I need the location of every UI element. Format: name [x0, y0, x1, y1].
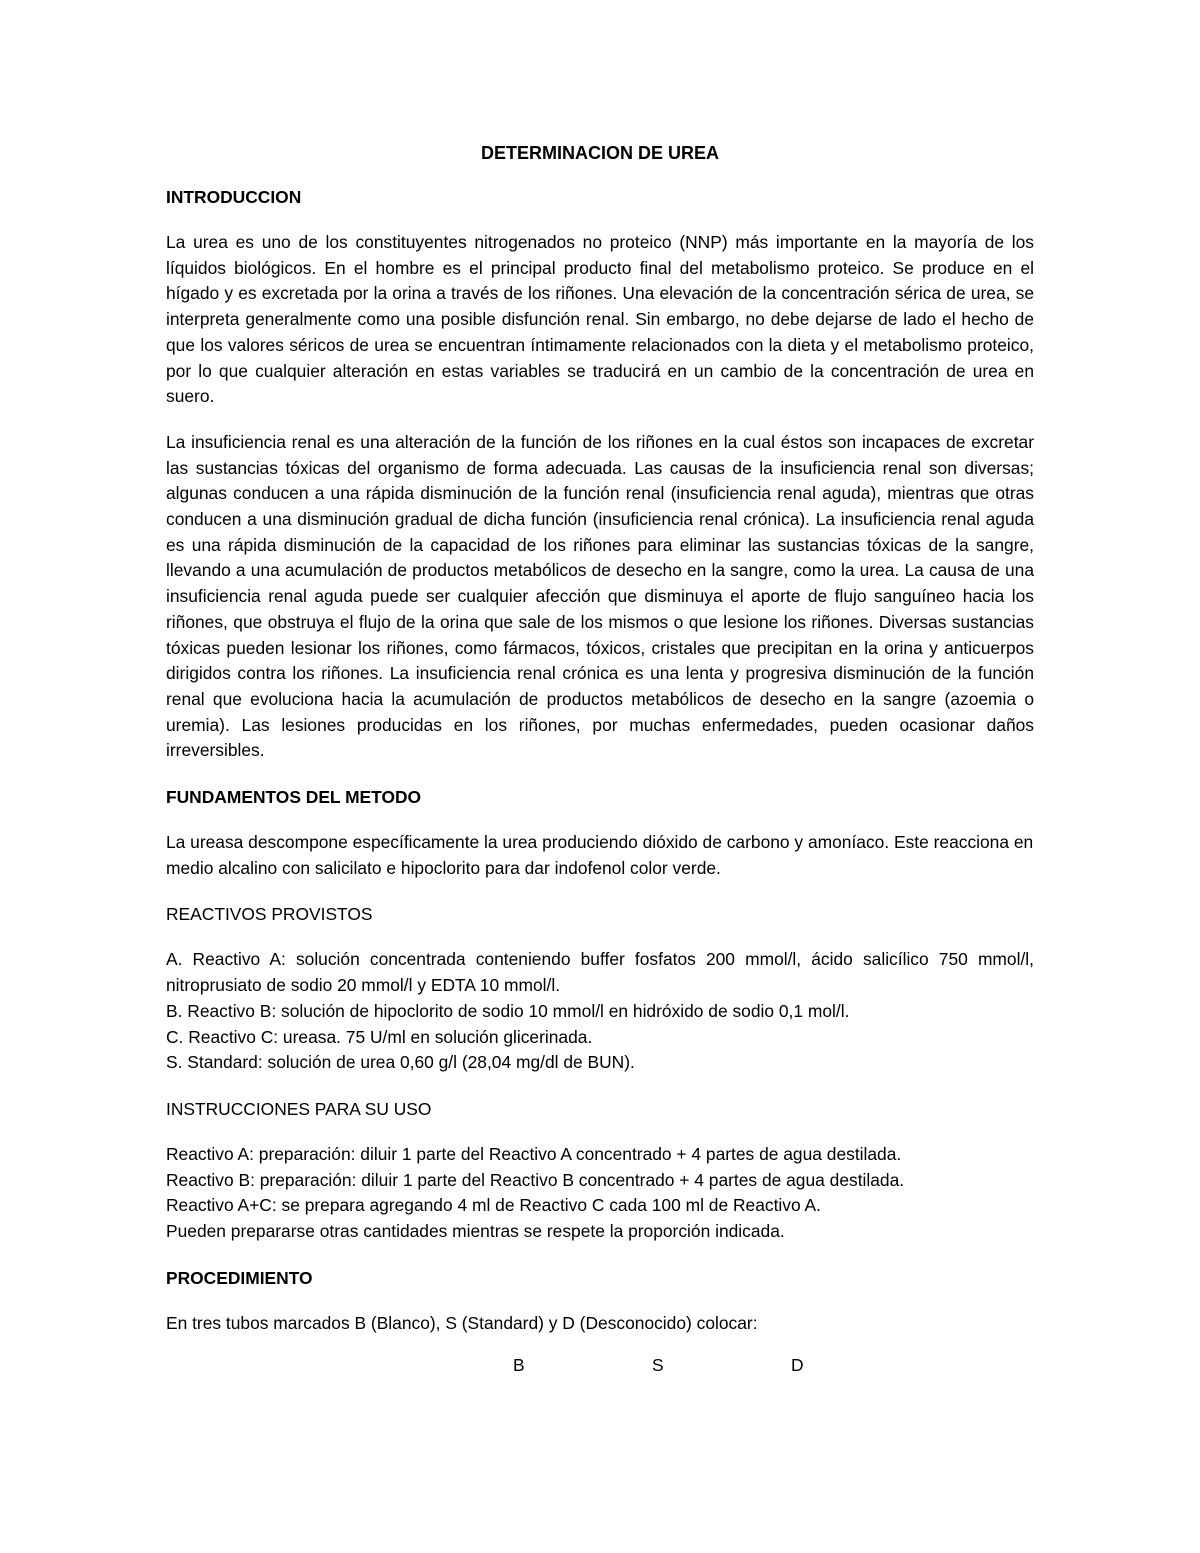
tube-label-b: B	[513, 1354, 525, 1375]
list-item-reactivo-a: A. Reactivo A: solución concentrada conteniendo buffer fosfatos 200 mmol/l, ácido salicílico 750 mmol/l, nitroprusiato de sodio 20 mmol/l y EDTA 10 mmol/l.	[166, 949, 1034, 996]
section-heading-introduccion: INTRODUCCION	[166, 187, 302, 207]
section-heading-procedimiento: PROCEDIMIENTO	[166, 1267, 313, 1288]
intro-paragraph-2: La insuficiencia renal es una alteración de la función de los riñones en la cual éstos son incapaces de excretar las sustancias tóxicas del organismo de forma adecuada. Las causas de la insuficiencia renal son diversas; algunas conducen a una rápida disminución de la función renal (insuficiencia renal aguda), mientras que otras conducen a una disminución gradual de dicha función (insuficiencia renal crónica). La insuficiencia renal aguda es una rápida disminución de la capacidad de los riñones para eliminar las sustancias tóxicas de la sangre, llevando a una acumulación de productos metabólicos de desecho en la sangre, como la urea. La causa de una insuficiencia renal aguda puede ser cualquier afección que disminuya el aporte de flujo sanguíneo hacia los riñones, que obstruya el flujo de la orina que sale de los mismos o que lesione los riñones. Diversas sustancias tóxicas pueden lesionar los riñones, como fármacos, tóxicos, cristales que precipitan en la orina y anticuerpos dirigidos contra los riñones. La insuficiencia renal crónica es una lenta y progresiva disminución de la función renal que evoluciona hacia la acumulación de productos metabólicos de desecho en la sangre (azoemia o uremia). Las lesiones producidas en los riñones, por muchas enfermedades, pueden ocasionar daños irreversibles.	[166, 431, 1034, 761]
intro-paragraph-1: La urea es uno de los constituyentes nitrogenados no proteico (NNP) más importante en la mayoría de los líquidos biológicos. En el hombre es el principal producto final del metabolismo proteico. Se produce en el hígado y es excretada por la orina a través de los riñones. Una elevación de la concentración sérica de urea, se interpreta generalmente como una posible disfunción renal. Sin embargo, no debe dejarse de lado el hecho de que los valores séricos de urea se encuentran íntimamente relacionados con la dieta y el metabolismo proteico, por lo que cualquier alteración en estas variables se traducirá en un cambio de la concentración de urea en suero.	[166, 232, 1034, 407]
tube-label-s: S	[652, 1354, 664, 1375]
tube-labels-row	[166, 1353, 1034, 1379]
list-item-instruccion-b: Reactivo B: preparación: diluir 1 parte del Reactivo B concentrado + 4 partes de agua destilada.	[166, 1169, 905, 1190]
section-heading-instrucciones: INSTRUCCIONES PARA SU USO	[166, 1098, 432, 1119]
list-item-instruccion-a: Reactivo A: preparación: diluir 1 parte del Reactivo A concentrado + 4 partes de agua destilada.	[166, 1143, 902, 1164]
list-item-instruccion-ac: Reactivo A+C: se prepara agregando 4 ml de Reactivo C cada 100 ml de Reactivo A.	[166, 1195, 821, 1216]
reactivos-list	[166, 947, 1034, 1076]
list-item-reactivo-b: B. Reactivo B: solución de hipoclorito de sodio 10 mmol/l en hidróxido de sodio 0,1 mol/l.	[166, 1000, 850, 1021]
section-heading-fundamentos: FUNDAMENTOS DEL METODO	[166, 787, 422, 808]
tube-label-d: D	[791, 1354, 804, 1375]
list-item-instruccion-nota: Pueden prepararse otras cantidades mientras se respete la proporción indicada.	[166, 1221, 785, 1242]
section-heading-reactivos: REACTIVOS PROVISTOS	[166, 904, 373, 925]
list-item-reactivo-c: C. Reactivo C: ureasa. 75 U/ml en solución glicerinada.	[166, 1026, 593, 1047]
document-content	[166, 140, 1034, 1379]
list-item-standard: S. Standard: solución de urea 0,60 g/l (28,04 mg/dl de BUN).	[166, 1052, 635, 1073]
document-title: DETERMINACION DE UREA	[480, 143, 719, 163]
fundamentos-paragraph: La ureasa descompone específicamente la urea produciendo dióxido de carbono y amoníaco. Este reacciona en medio alcalino con salicilato e hipoclorito para dar indofenol color verde.	[166, 832, 1034, 878]
procedimiento-paragraph: En tres tubos marcados B (Blanco), S (Standard) y D (Desconocido) colocar:	[166, 1312, 758, 1333]
instrucciones-list	[166, 1142, 1034, 1245]
